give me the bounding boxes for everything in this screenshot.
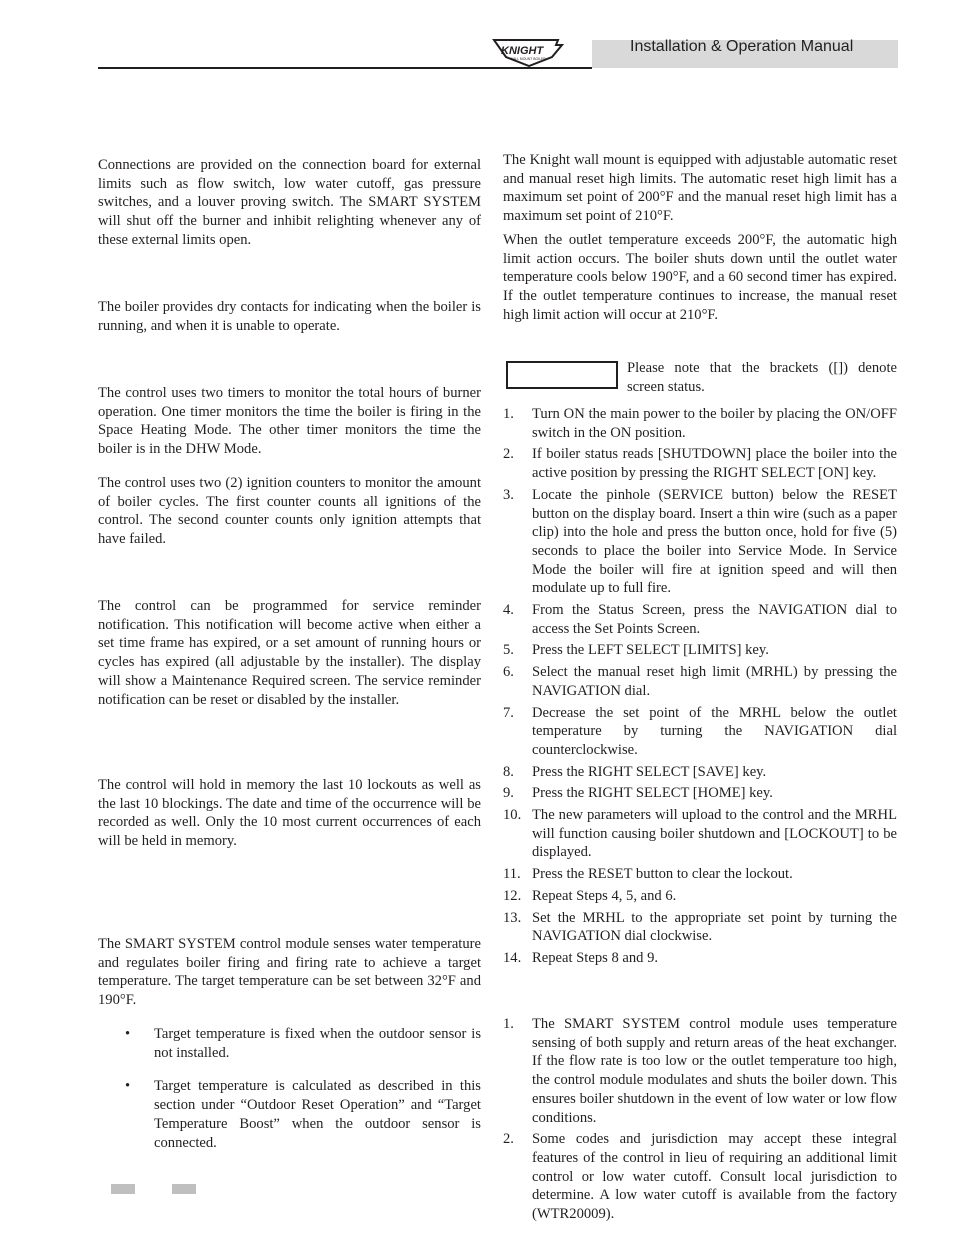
list-item: [503, 486, 897, 598]
note-text: Please note that the brackets ([]) denote screen status.: [627, 360, 897, 395]
high-limits-text: The Knight wall mount is equipped with adjustable automatic reset and manual reset high limits. The automatic reset high limit has a maximum set point of 200°F and the manual reset high limit has a maximum set point of 210°F.: [503, 152, 897, 225]
step-text: Press the RIGHT SELECT [SAVE] key.: [532, 763, 767, 780]
step-text: Press the RESET button to clear the lockout.: [532, 866, 793, 883]
step-number: 3.: [503, 486, 514, 503]
step-number: 13.: [503, 909, 522, 926]
note-paragraph: [627, 359, 897, 396]
list-item: [503, 909, 897, 946]
step-number: 4.: [503, 602, 514, 619]
list-item: [503, 784, 897, 803]
step-number: 12.: [503, 887, 522, 904]
bullet-icon: •: [125, 1078, 131, 1095]
list-item: [503, 641, 897, 660]
footer-box: [111, 1184, 135, 1194]
step-text: Locate the pinhole (SERVICE button) below the RESET button on the display board. Insert a thin wire (such as a paper clip) into the hole and press the button once, hold for five (5) seconds to place the boiler into Service Mode. In Service Mode the boiler will fire at ignition speed and will then modulate up to full fire.: [532, 486, 897, 597]
step-text: Set the MRHL to the appropriate set point by turning the NAVIGATION dial clockwise.: [532, 909, 897, 945]
list-item: [503, 865, 897, 884]
header-rule: [98, 67, 592, 69]
step-number: 6.: [503, 664, 514, 681]
ignition-counters-text: The control uses two (2) ignition counters to monitor the amount of boiler cycles. The first counter counts all ignitions of the control. The second counter counts only ignition attempts that have failed.: [98, 475, 481, 548]
bullet-list: [98, 1025, 481, 1152]
step-text: Turn ON the main power to the boiler by placing the ON/OFF switch in the ON position.: [532, 406, 897, 441]
bullet-text: Target temperature is fixed when the outdoor sensor is not installed.: [154, 1026, 481, 1061]
footer-box: [172, 1184, 196, 1194]
list-item: [503, 887, 897, 906]
list-item: [503, 949, 897, 968]
list-item: [503, 405, 897, 442]
service-reminder-paragraph: [98, 597, 481, 709]
step-number: 10.: [503, 807, 522, 824]
target-temp-paragraph: [98, 935, 481, 1010]
step-text: Select the manual reset high limit (MRHL) by pressing the NAVIGATION dial.: [532, 664, 897, 699]
dry-contacts-paragraph: [98, 298, 481, 335]
step-text: If boiler status reads [SHUTDOWN] place the boiler into the active position by pressing the RIGHT SELECT [ON] key.: [532, 446, 897, 482]
step-number: 8.: [503, 763, 514, 780]
step-number: 11.: [503, 866, 521, 883]
dry-contacts-text: The boiler provides dry contacts for indicating when the boiler is running, and when it is unable to operate.: [98, 299, 481, 334]
step-number: 14.: [503, 949, 522, 966]
list-item: [503, 1130, 897, 1224]
logo-text: KNIGHT: [501, 45, 544, 57]
outlet-temp-text: When the outlet temperature exceeds 200°F, the automatic high limit action occurs. The boiler shuts down until the outlet water temperature cools below 190°F, and a 60 second timer has expired. If the outlet temperature continues to increase, the manual reset high limit action will occur at 210°F.: [503, 232, 897, 323]
outlet-temp-paragraph: [503, 231, 897, 325]
external-limits-paragraph: [98, 156, 481, 250]
step-number: 2.: [503, 446, 514, 463]
lockouts-text: The control will hold in memory the last 10 lockouts as well as the last 10 blockings. The date and time of the occurrence will be recorded as well. Only the 10 most current occurrences of each will be held in memory.: [98, 777, 481, 850]
step-text: Repeat Steps 4, 5, and 6.: [532, 887, 677, 904]
procedure-steps: [503, 405, 897, 968]
service-reminder-text: The control can be programmed for service reminder notification. This notification will become active when either a set time frame has expired, or a set amount of running hours or cycles has expired (all adjustable by the installer). The display will show a Maintenance Required screen. The service reminder notification can be reset or disabled by the installer.: [98, 598, 481, 708]
step-text: Press the LEFT SELECT [LIMITS] key.: [532, 642, 769, 659]
target-temp-text: The SMART SYSTEM control module senses water temperature and regulates boiler firing and firing rate to achieve a target temperature. The target temperature can be set between 32°F and 190°F.: [98, 936, 481, 1009]
step-number: 9.: [503, 785, 514, 802]
step-text: The new parameters will upload to the control and the MRHL will function causing boiler shutdown and [LOCKOUT] to be displayed.: [532, 807, 897, 861]
list-item: [503, 763, 897, 782]
logo-subtext: WALL MOUNT BOILER: [510, 57, 546, 61]
list-item: [503, 601, 897, 638]
manual-title: Installation & Operation Manual: [630, 38, 854, 55]
list-item: [98, 1025, 481, 1062]
timers-text: The control uses two timers to monitor the total hours of burner operation. One timer monitors the time the boiler is firing in the Space Heating Mode. The other timer monitors the time the boiler is in the DHW Mode.: [98, 385, 481, 458]
knight-logo: [492, 37, 566, 67]
list-item: [98, 1077, 481, 1152]
step-number: 1.: [503, 1016, 514, 1032]
ignition-counters-paragraph: [98, 474, 481, 549]
list-item: [503, 806, 897, 862]
step-number: 5.: [503, 642, 514, 659]
note-label-box: [506, 361, 618, 389]
low-water-steps: [503, 1015, 897, 1224]
bullet-icon: •: [125, 1026, 131, 1042]
step-number: 1.: [503, 406, 514, 422]
lockouts-paragraph: [98, 776, 481, 851]
timers-paragraph: [98, 384, 481, 459]
list-item: [503, 1015, 897, 1127]
high-limits-paragraph: [503, 151, 897, 226]
step-text: Press the RIGHT SELECT [HOME] key.: [532, 785, 773, 802]
step-number: 2.: [503, 1131, 514, 1148]
step-text: Some codes and jurisdiction may accept these integral features of the control in lieu of requiring an additional limit control or low water cutoff. Consult local jurisdiction to determine. A low water cutoff is available from the factory (WTR20009).: [532, 1131, 897, 1223]
list-item: [503, 704, 897, 760]
step-text: The SMART SYSTEM control module uses temperature sensing of both supply and return areas of the heat exchanger. If the flow rate is too low or the outlet temperature too high, the control module modulates and shuts the boiler down. This ensures boiler shutdown in the event of low water or low flow conditions.: [532, 1016, 897, 1126]
step-text: Decrease the set point of the MRHL below the outlet temperature by turning the NAVIGATION dial counterclockwise.: [532, 704, 897, 758]
external-limits-text: Connections are provided on the connection board for external limits such as flow switch, low water cutoff, gas pressure switches, and a louver proving switch. The SMART SYSTEM will shut off the burner and inhibit relighting whenever any of these external limits open.: [98, 157, 481, 248]
step-text: Repeat Steps 8 and 9.: [532, 949, 659, 966]
step-number: 7.: [503, 704, 514, 721]
bullet-text: Target temperature is calculated as described in this section under “Outdoor Reset Operation” and “Target Temperature Boost” when the outdoor sensor is connected.: [154, 1078, 481, 1151]
list-item: [503, 445, 897, 482]
step-text: From the Status Screen, press the NAVIGATION dial to access the Set Points Screen.: [532, 602, 897, 637]
list-item: [503, 663, 897, 700]
